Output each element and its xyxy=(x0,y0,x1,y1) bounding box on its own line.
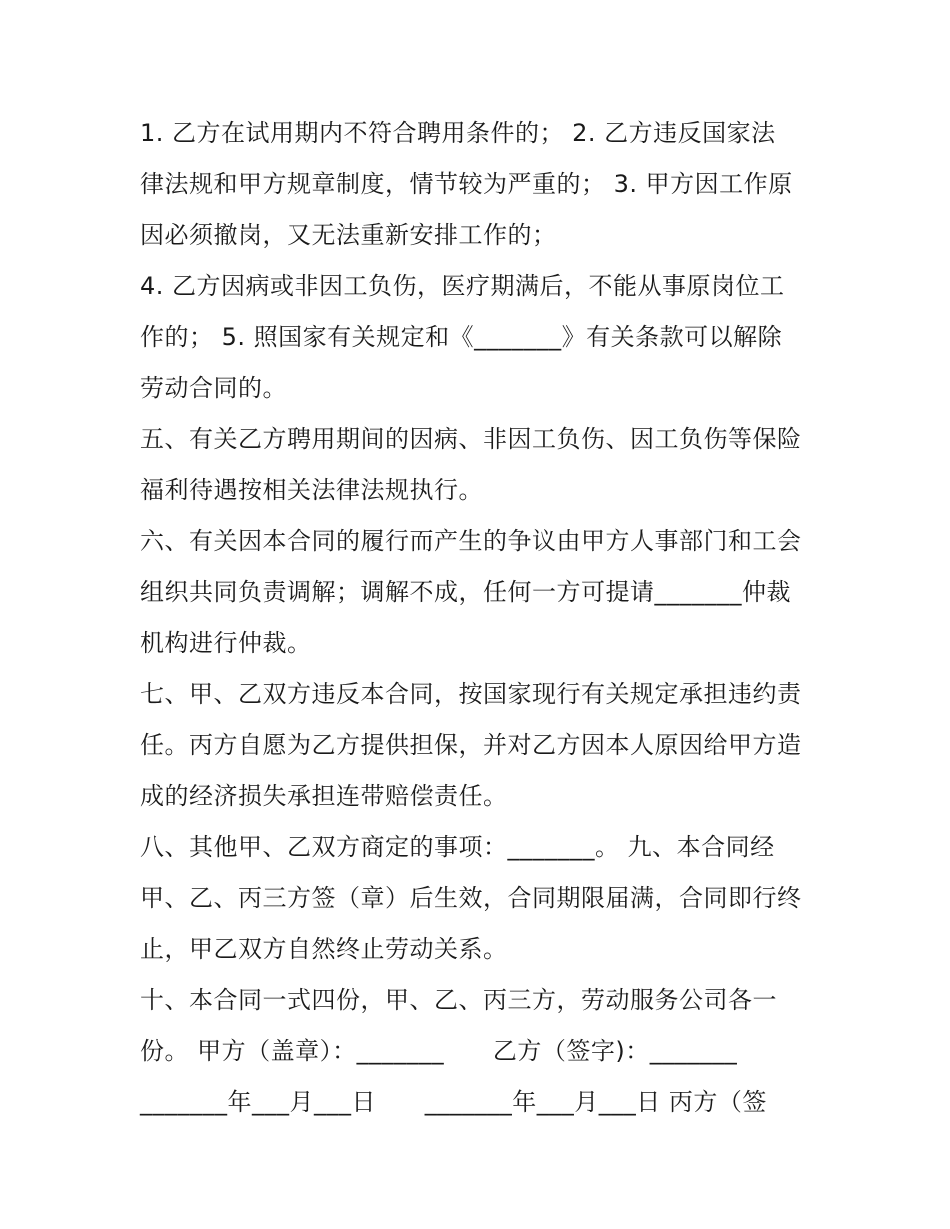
text-line: 组织共同负责调解；调解不成，任何一方可提请_______仲裁 xyxy=(140,578,791,606)
text-line: 4. 乙方因病或非因工负伤，医疗期满后，不能从事原岗位工 xyxy=(140,272,785,300)
text-line: 劳动合同的。 xyxy=(140,374,287,402)
text-line: 因必须撤岗，又无法重新安排工作的； xyxy=(140,221,557,249)
text-line: 八、其他甲、乙双方商定的事项：_______。 九、本合同经 xyxy=(140,833,775,861)
text-line: 作的； 5. 照国家有关规定和《_______》有关条款可以解除 xyxy=(140,323,783,351)
text-line: 六、有关因本合同的履行而产生的争议由甲方人事部门和工会 xyxy=(140,527,802,555)
text-line: 任。丙方自愿为乙方提供担保，并对乙方因本人原因给甲方造 xyxy=(140,731,802,759)
document-body xyxy=(140,108,830,1128)
text-line: 止，甲乙双方自然终止劳动关系。 xyxy=(140,935,508,963)
text-line: 福利待遇按相关法律法规执行。 xyxy=(140,476,483,504)
text-line: 五、有关乙方聘用期间的因病、非因工负伤、因工负伤等保险 xyxy=(140,425,802,453)
text-line: 甲、乙、丙三方签（章）后生效，合同期限届满，合同即行终 xyxy=(140,884,802,912)
text-line: 律法规和甲方规章制度，情节较为严重的； 3. 甲方因工作原 xyxy=(140,170,793,198)
text-line: 机构进行仲裁。 xyxy=(140,629,312,657)
text-line: 成的经济损失承担连带赔偿责任。 xyxy=(140,782,508,810)
text-line: 七、甲、乙双方违反本合同，按国家现行有关规定承担违约责 xyxy=(140,680,802,708)
text-line: 1. 乙方在试用期内不符合聘用条件的； 2. 乙方违反国家法 xyxy=(140,119,776,147)
signature-line: 份。 甲方（盖章）：_______ 乙方（签字)：_______ xyxy=(140,1037,738,1065)
text-line: 十、本合同一式四份，甲、乙、丙三方，劳动服务公司各一 xyxy=(140,986,777,1014)
date-line: _______年___月___日 _______年___月___日 丙方（签 xyxy=(140,1088,767,1116)
